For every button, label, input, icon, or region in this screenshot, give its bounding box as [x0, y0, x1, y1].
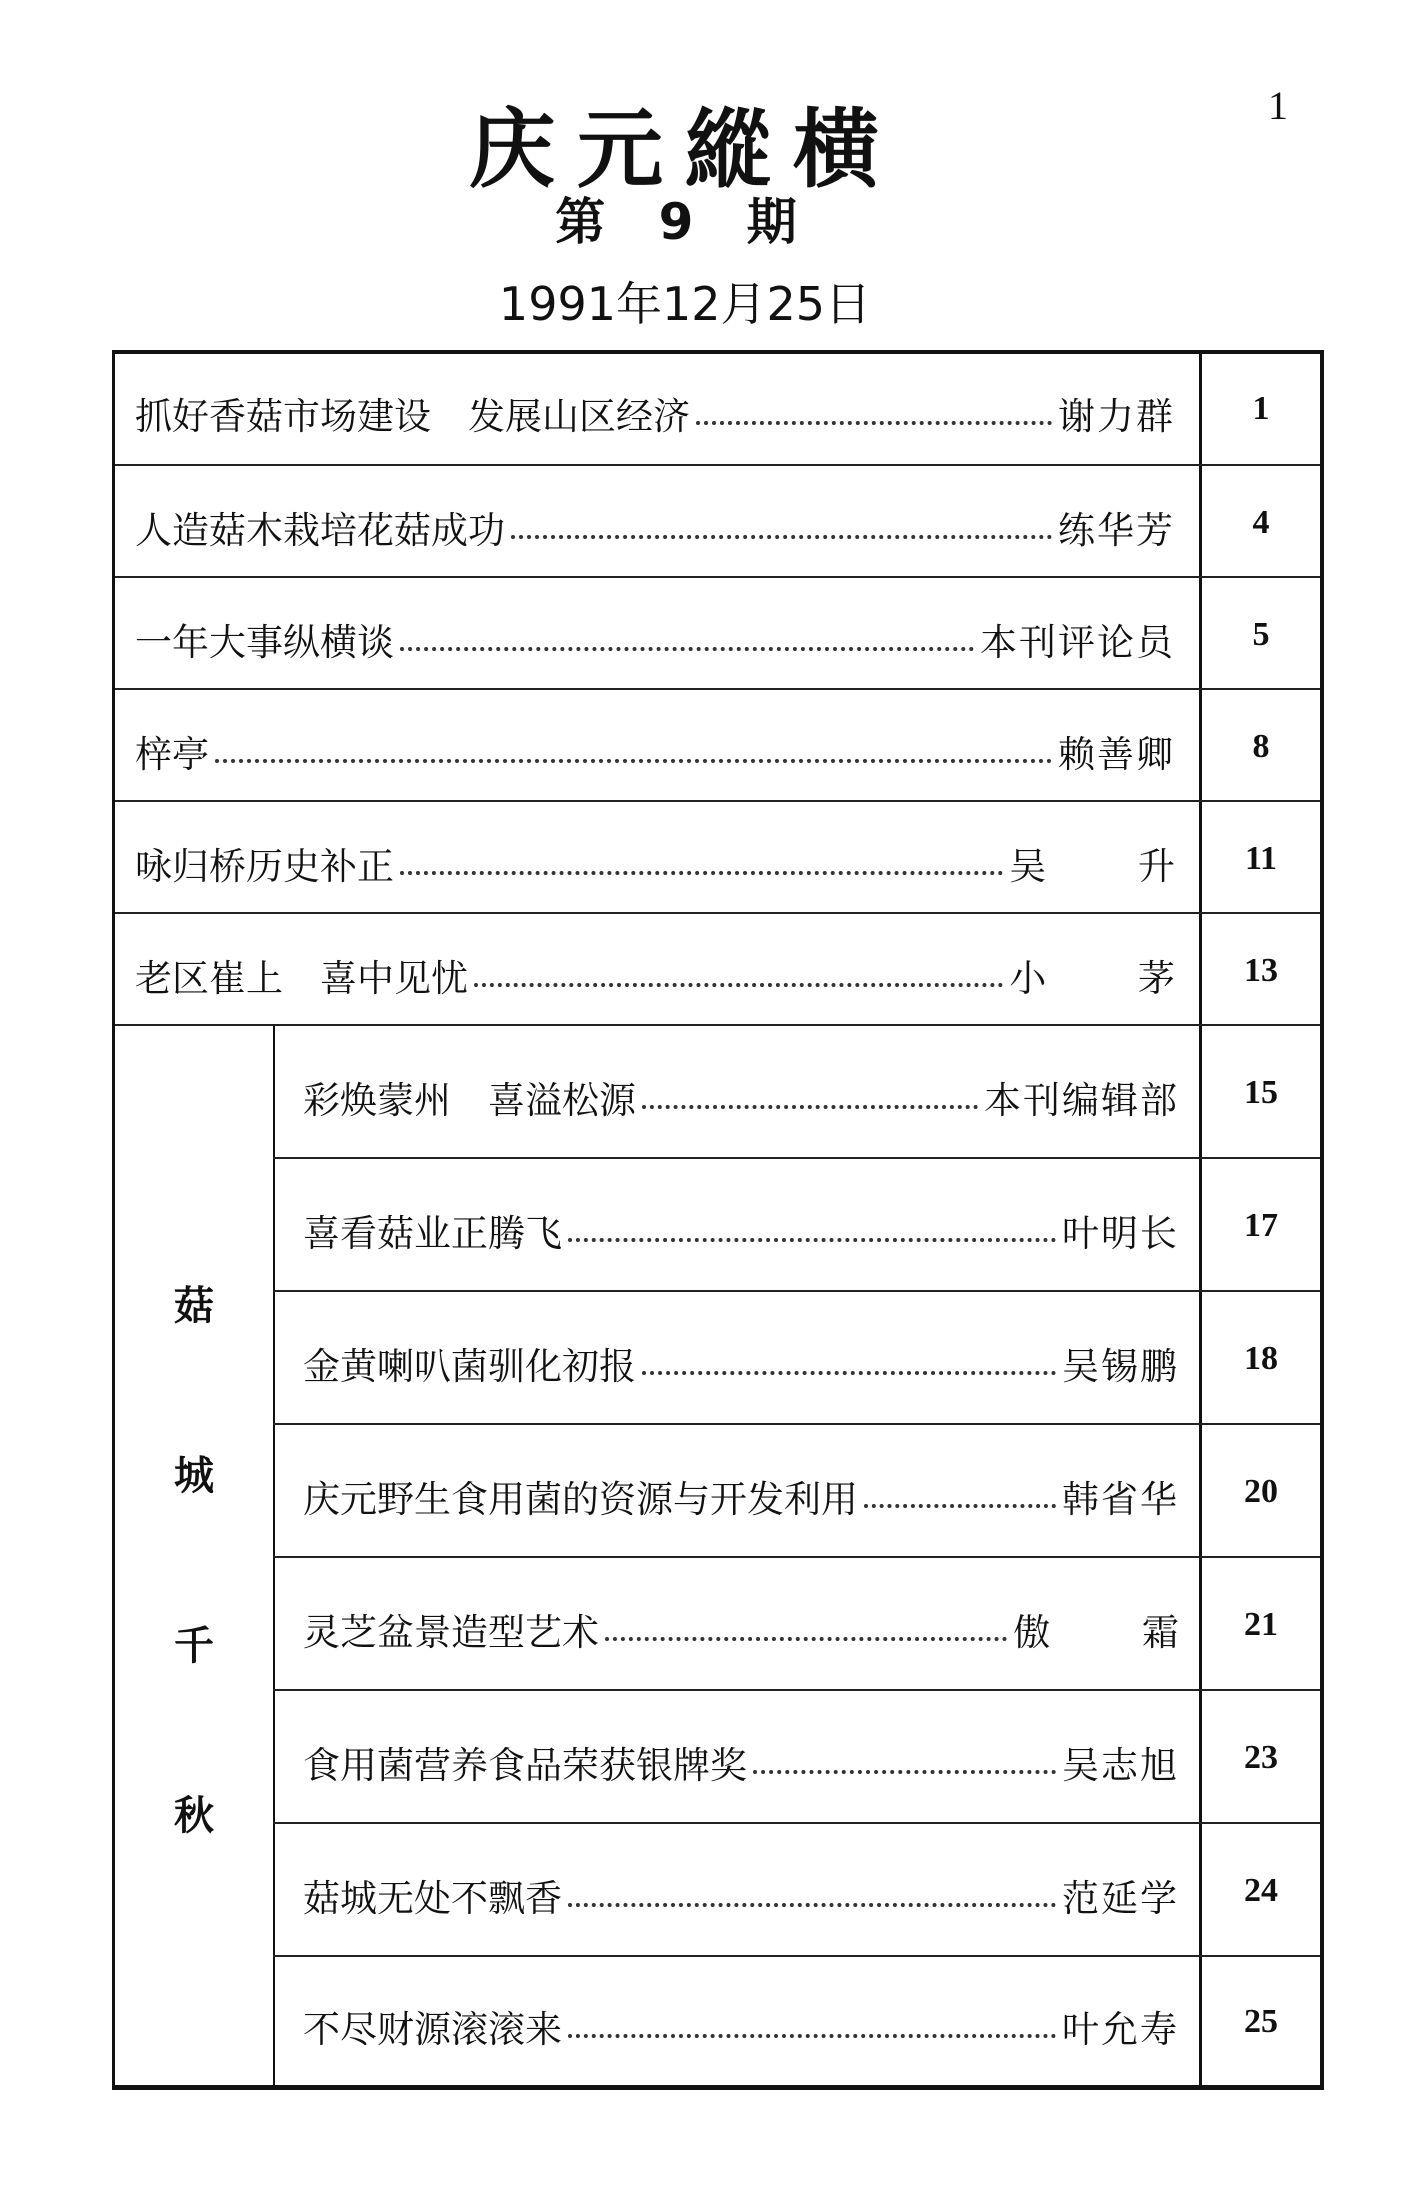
entry-page-number: 20	[1244, 1473, 1278, 1510]
toc-row	[115, 1292, 1320, 1425]
entry-page-number: 25	[1244, 2003, 1278, 2040]
toc-entry[interactable]	[135, 500, 1175, 554]
toc-row	[115, 1425, 1320, 1558]
entry-author: 小 茅	[1009, 957, 1215, 1000]
entry-author: 傲 霜	[1013, 1611, 1219, 1654]
dot-leader	[215, 759, 1052, 763]
entry-title: 食用菌营养食品荣获银牌奖	[303, 1744, 747, 1787]
entry-title: 人造菇木栽培花菇成功	[135, 509, 505, 552]
page-number: 1	[1268, 83, 1288, 128]
toc-row	[115, 802, 1320, 914]
entry-title: 彩焕蒙州 喜溢松源	[303, 1079, 636, 1122]
toc-entry[interactable]	[135, 612, 1175, 666]
toc-entry[interactable]	[303, 1735, 1179, 1789]
entry-title: 菇城无处不飘香	[303, 1877, 562, 1920]
entry-author: 谢力群	[1058, 395, 1175, 438]
entry-title: 抓好香菇市场建设 发展山区经济	[135, 395, 690, 438]
entry-title: 梓亭	[135, 733, 209, 776]
dot-leader	[511, 535, 1052, 539]
entry-title: 不尽财源滚滚来	[303, 2008, 562, 2051]
toc-row	[115, 1159, 1320, 1292]
entry-page-number: 13	[1244, 952, 1278, 989]
toc-entry[interactable]	[303, 1868, 1179, 1922]
toc-row	[115, 1026, 1320, 1159]
entry-author: 吴锡鹏	[1062, 1345, 1179, 1388]
toc-row	[115, 578, 1320, 690]
entry-title: 咏归桥历史补正	[135, 845, 394, 888]
entry-title: 一年大事纵横谈	[135, 621, 394, 664]
toc-row	[115, 354, 1320, 466]
entry-page-number: 8	[1252, 728, 1270, 765]
dot-leader	[642, 1105, 978, 1109]
entry-author: 吴志旭	[1062, 1744, 1179, 1787]
dot-leader	[605, 1637, 1007, 1641]
dot-leader	[642, 1371, 1056, 1375]
entry-author: 本刊编辑部	[984, 1079, 1179, 1122]
entry-author: 赖善卿	[1058, 733, 1175, 776]
dot-leader	[568, 1238, 1056, 1242]
entry-author: 吴 升	[1009, 845, 1215, 888]
entry-page-number: 11	[1244, 840, 1278, 877]
toc-row	[115, 1691, 1320, 1824]
issue-number: 第 9 期	[555, 193, 815, 251]
dot-leader	[400, 871, 1003, 875]
entry-title: 金黄喇叭菌驯化初报	[303, 1345, 636, 1388]
dot-leader	[568, 2034, 1056, 2038]
issue-date: 1991年12月25日	[498, 277, 872, 331]
toc-entry[interactable]	[135, 386, 1175, 440]
entry-page-number: 1	[1252, 390, 1270, 427]
entry-page-number: 5	[1252, 616, 1270, 653]
entry-page-number: 21	[1244, 1606, 1278, 1643]
dot-leader	[568, 1903, 1056, 1907]
dot-leader	[753, 1770, 1056, 1774]
toc-entry[interactable]	[135, 724, 1175, 778]
entry-page-number: 17	[1244, 1207, 1278, 1244]
entry-author: 叶允寿	[1062, 2008, 1179, 2051]
entry-title: 老区崔上 喜中见忧	[135, 957, 468, 1000]
entry-page-number: 24	[1244, 1872, 1278, 1909]
entry-title: 庆元野生食用菌的资源与开发利用	[303, 1478, 858, 1521]
magazine-title: 庆元縱横	[469, 100, 901, 200]
entry-page-number: 18	[1244, 1340, 1278, 1377]
toc-row	[115, 914, 1320, 1026]
toc-row	[115, 1558, 1320, 1691]
entry-author: 本刊评论员	[980, 621, 1175, 664]
entry-page-number: 23	[1244, 1739, 1278, 1776]
table-of-contents	[112, 350, 1324, 2090]
toc-entry[interactable]	[303, 1602, 1219, 1656]
entry-page-number: 15	[1244, 1074, 1278, 1111]
section-label-char: 秋	[174, 1793, 214, 1839]
entry-author: 韩省华	[1062, 1478, 1179, 1521]
toc-row	[115, 466, 1320, 578]
entry-author: 练华芳	[1058, 509, 1175, 552]
section-label-char: 城	[174, 1453, 214, 1499]
dot-leader	[400, 647, 974, 651]
toc-entry[interactable]	[303, 1999, 1179, 2053]
toc-entry[interactable]	[135, 948, 1215, 1002]
toc-row	[115, 690, 1320, 802]
toc-row	[115, 1824, 1320, 1957]
toc-entry[interactable]	[303, 1203, 1179, 1257]
toc-entry[interactable]	[303, 1469, 1179, 1523]
entry-page-number: 4	[1252, 504, 1270, 541]
entry-author: 范延学	[1062, 1877, 1179, 1920]
section-label-char: 千	[174, 1623, 214, 1669]
dot-leader	[696, 421, 1052, 425]
section-label-char: 菇	[174, 1283, 214, 1329]
entry-title: 灵芝盆景造型艺术	[303, 1611, 599, 1654]
dot-leader	[474, 983, 1003, 987]
toc-entry[interactable]	[135, 836, 1215, 890]
toc-entry[interactable]	[303, 1070, 1179, 1124]
entry-title: 喜看菇业正腾飞	[303, 1212, 562, 1255]
toc-entry[interactable]	[303, 1336, 1179, 1390]
dot-leader	[864, 1504, 1056, 1508]
entry-author: 叶明长	[1062, 1212, 1179, 1255]
toc-row	[115, 1957, 1320, 2085]
